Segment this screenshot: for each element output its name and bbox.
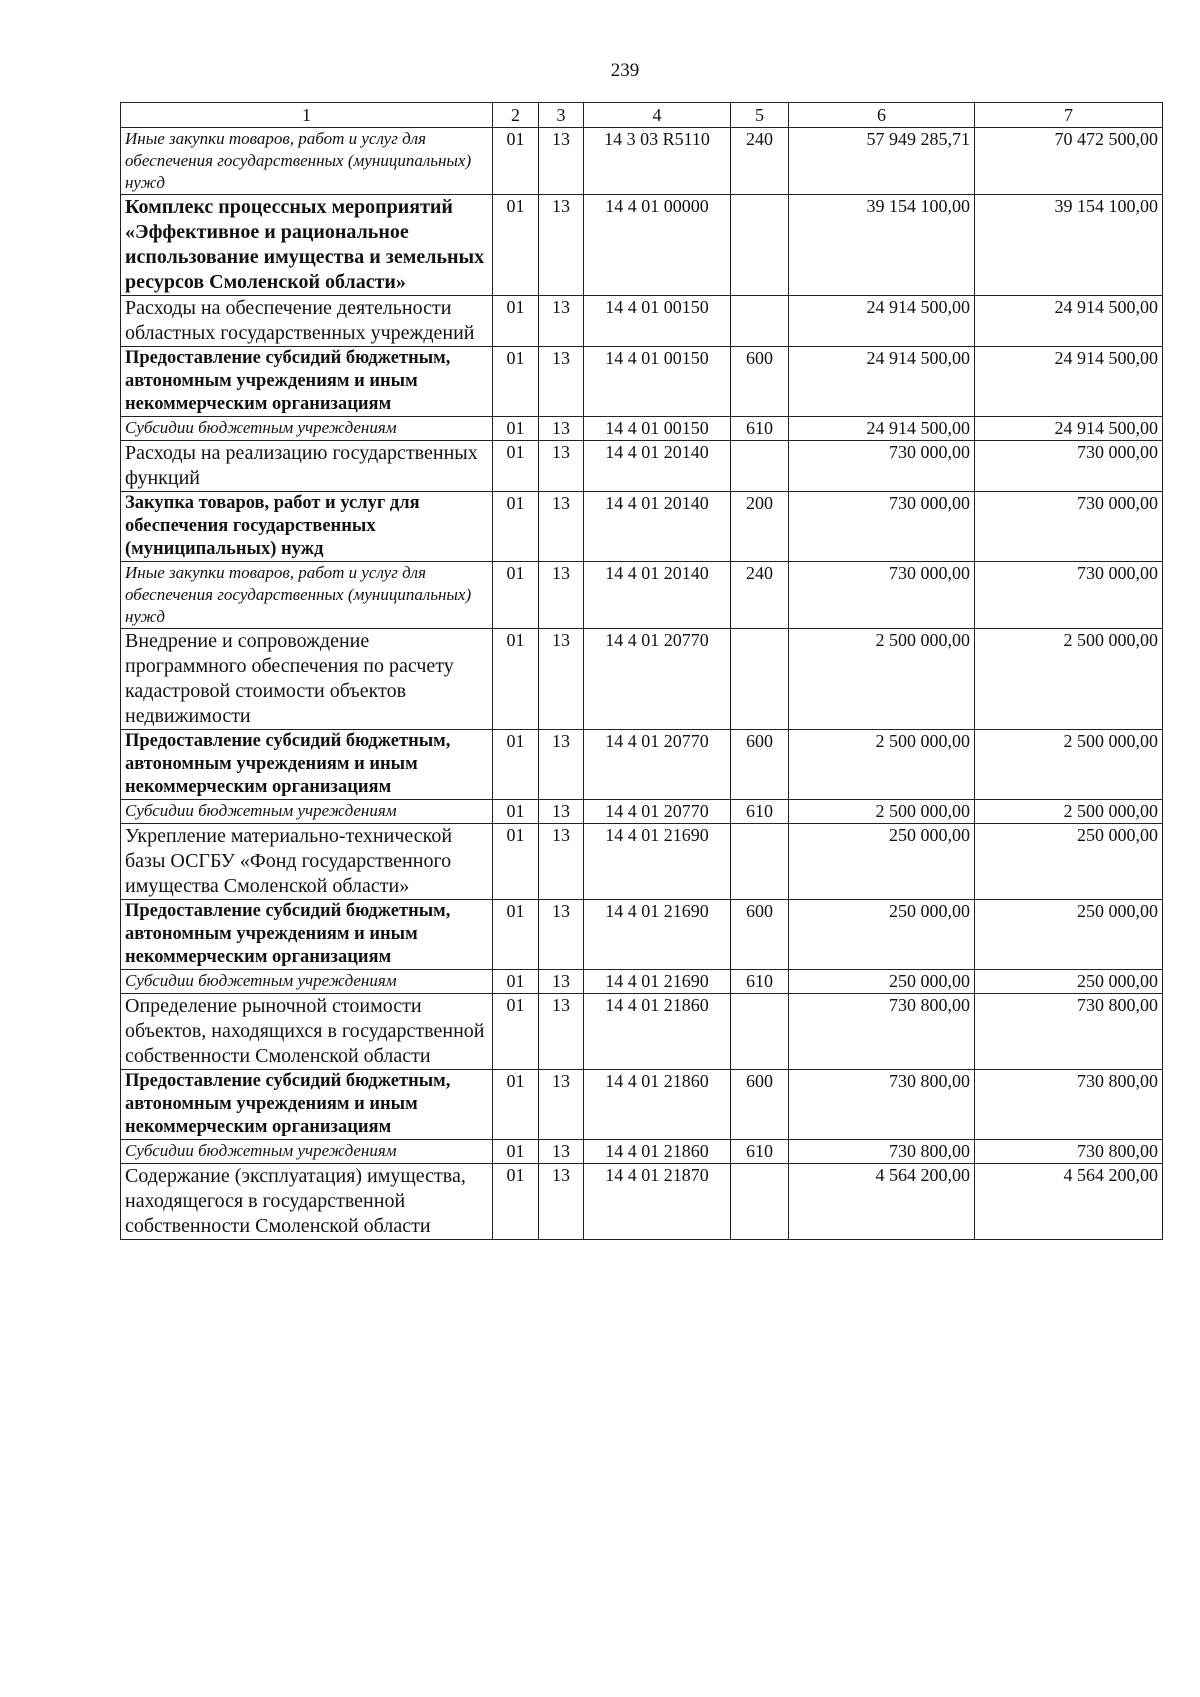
row-sum-year-2: 730 800,00: [975, 1070, 1163, 1140]
row-subsection: 13: [539, 417, 584, 441]
row-target-article: 14 4 01 00000: [584, 195, 731, 296]
row-sum-year-2: 730 000,00: [975, 441, 1163, 492]
row-section: 01: [493, 1164, 539, 1240]
row-subsection: 13: [539, 994, 584, 1070]
row-target-article: 14 4 01 20770: [584, 629, 731, 730]
table-row: [121, 492, 1163, 562]
row-sum-year-1: 57 949 285,71: [789, 128, 975, 195]
row-expense-type: [731, 629, 789, 730]
row-name: Содержание (эксплуатация) имущества, находящегося в государственной собственности Смоленской области: [121, 1164, 493, 1240]
row-target-article: 14 4 01 20140: [584, 562, 731, 629]
row-target-article: 14 4 01 00150: [584, 347, 731, 417]
table-row: [121, 1140, 1163, 1164]
row-name: Субсидии бюджетным учреждениям: [121, 970, 493, 994]
row-subsection: 13: [539, 970, 584, 994]
table-row: [121, 1070, 1163, 1140]
row-target-article: 14 4 01 20770: [584, 800, 731, 824]
table-header-row: [121, 103, 1163, 128]
row-name: Расходы на реализацию государственных функций: [121, 441, 493, 492]
row-subsection: 13: [539, 441, 584, 492]
table-row: [121, 128, 1163, 195]
table-body: [121, 128, 1163, 1240]
row-expense-type: 600: [731, 730, 789, 800]
row-expense-type: 240: [731, 128, 789, 195]
table-row: [121, 195, 1163, 296]
budget-table: [120, 102, 1163, 1240]
row-sum-year-2: 250 000,00: [975, 824, 1163, 900]
row-expense-type: 600: [731, 900, 789, 970]
row-name: Комплекс процессных мероприятий «Эффективное и рациональное использование имущества и земельных ресурсов Смоленской области»: [121, 195, 493, 296]
row-sum-year-2: 4 564 200,00: [975, 1164, 1163, 1240]
row-target-article: 14 4 01 21690: [584, 970, 731, 994]
row-expense-type: 610: [731, 970, 789, 994]
row-section: 01: [493, 800, 539, 824]
row-section: 01: [493, 900, 539, 970]
row-sum-year-1: 2 500 000,00: [789, 800, 975, 824]
row-expense-type: 200: [731, 492, 789, 562]
row-sum-year-2: 24 914 500,00: [975, 296, 1163, 347]
column-header: 6: [789, 103, 975, 128]
row-expense-type: [731, 994, 789, 1070]
row-subsection: 13: [539, 824, 584, 900]
row-name: Иные закупки товаров, работ и услуг для обеспечения государственных (муниципальных) нужд: [121, 562, 493, 629]
row-sum-year-1: 24 914 500,00: [789, 417, 975, 441]
row-section: 01: [493, 730, 539, 800]
row-section: 01: [493, 441, 539, 492]
row-sum-year-1: 250 000,00: [789, 900, 975, 970]
row-sum-year-1: 39 154 100,00: [789, 195, 975, 296]
row-target-article: 14 4 01 21860: [584, 994, 731, 1070]
row-sum-year-2: 2 500 000,00: [975, 629, 1163, 730]
table-row: [121, 824, 1163, 900]
table-row: [121, 296, 1163, 347]
page-number: 239: [610, 60, 640, 81]
row-section: 01: [493, 1070, 539, 1140]
row-target-article: 14 4 01 21690: [584, 824, 731, 900]
row-target-article: 14 4 01 21690: [584, 900, 731, 970]
row-name: Предоставление субсидий бюджетным, автономным учреждениям и иным некоммерческим организациям: [121, 347, 493, 417]
table-row: [121, 900, 1163, 970]
column-header: 3: [539, 103, 584, 128]
row-sum-year-1: 2 500 000,00: [789, 730, 975, 800]
row-target-article: 14 4 01 21860: [584, 1070, 731, 1140]
column-header: 4: [584, 103, 731, 128]
row-target-article: 14 4 01 20770: [584, 730, 731, 800]
row-sum-year-2: 39 154 100,00: [975, 195, 1163, 296]
row-sum-year-2: 730 800,00: [975, 1140, 1163, 1164]
row-subsection: 13: [539, 629, 584, 730]
row-subsection: 13: [539, 1140, 584, 1164]
row-section: 01: [493, 417, 539, 441]
row-sum-year-2: 2 500 000,00: [975, 730, 1163, 800]
table-row: [121, 441, 1163, 492]
row-section: 01: [493, 195, 539, 296]
row-section: 01: [493, 562, 539, 629]
table-row: [121, 1164, 1163, 1240]
row-sum-year-1: 4 564 200,00: [789, 1164, 975, 1240]
row-name: Закупка товаров, работ и услуг для обеспечения государственных (муниципальных) нужд: [121, 492, 493, 562]
row-expense-type: 610: [731, 1140, 789, 1164]
row-subsection: 13: [539, 562, 584, 629]
row-section: 01: [493, 347, 539, 417]
row-expense-type: 600: [731, 347, 789, 417]
row-name: Внедрение и сопровождение программного обеспечения по расчету кадастровой стоимости объектов недвижимости: [121, 629, 493, 730]
row-sum-year-2: 250 000,00: [975, 900, 1163, 970]
row-target-article: 14 4 01 21870: [584, 1164, 731, 1240]
row-sum-year-2: 24 914 500,00: [975, 347, 1163, 417]
column-header: 1: [121, 103, 493, 128]
row-name: Субсидии бюджетным учреждениям: [121, 800, 493, 824]
row-target-article: 14 4 01 21860: [584, 1140, 731, 1164]
row-expense-type: [731, 296, 789, 347]
row-name: Иные закупки товаров, работ и услуг для обеспечения государственных (муниципальных) нужд: [121, 128, 493, 195]
row-expense-type: [731, 824, 789, 900]
row-name: Предоставление субсидий бюджетным, автономным учреждениям и иным некоммерческим организациям: [121, 900, 493, 970]
row-expense-type: [731, 1164, 789, 1240]
row-expense-type: [731, 195, 789, 296]
row-sum-year-1: 730 800,00: [789, 1140, 975, 1164]
row-expense-type: 240: [731, 562, 789, 629]
row-subsection: 13: [539, 195, 584, 296]
row-sum-year-1: 730 000,00: [789, 441, 975, 492]
row-name: Субсидии бюджетным учреждениям: [121, 417, 493, 441]
table-row: [121, 417, 1163, 441]
row-name: Субсидии бюджетным учреждениям: [121, 1140, 493, 1164]
row-section: 01: [493, 629, 539, 730]
column-header: 7: [975, 103, 1163, 128]
row-sum-year-2: 24 914 500,00: [975, 417, 1163, 441]
row-sum-year-1: 24 914 500,00: [789, 296, 975, 347]
row-subsection: 13: [539, 900, 584, 970]
row-sum-year-2: 250 000,00: [975, 970, 1163, 994]
row-section: 01: [493, 970, 539, 994]
row-target-article: 14 4 01 00150: [584, 417, 731, 441]
row-expense-type: 600: [731, 1070, 789, 1140]
row-section: 01: [493, 492, 539, 562]
row-subsection: 13: [539, 347, 584, 417]
row-name: Определение рыночной стоимости объектов, находящихся в государственной собственности Смоленской области: [121, 994, 493, 1070]
table-row: [121, 970, 1163, 994]
table-row: [121, 347, 1163, 417]
row-section: 01: [493, 1140, 539, 1164]
row-section: 01: [493, 824, 539, 900]
row-target-article: 14 4 01 20140: [584, 492, 731, 562]
row-sum-year-2: 2 500 000,00: [975, 800, 1163, 824]
row-expense-type: 610: [731, 800, 789, 824]
row-sum-year-1: 730 000,00: [789, 562, 975, 629]
table-row: [121, 562, 1163, 629]
row-sum-year-2: 730 000,00: [975, 492, 1163, 562]
row-subsection: 13: [539, 492, 584, 562]
column-header: 2: [493, 103, 539, 128]
row-target-article: 14 4 01 20140: [584, 441, 731, 492]
column-header: 5: [731, 103, 789, 128]
row-section: 01: [493, 296, 539, 347]
row-sum-year-2: 730 000,00: [975, 562, 1163, 629]
table-row: [121, 629, 1163, 730]
row-subsection: 13: [539, 730, 584, 800]
row-sum-year-1: 730 800,00: [789, 1070, 975, 1140]
row-subsection: 13: [539, 296, 584, 347]
row-sum-year-1: 250 000,00: [789, 824, 975, 900]
row-expense-type: 610: [731, 417, 789, 441]
row-name: Предоставление субсидий бюджетным, автономным учреждениям и иным некоммерческим организациям: [121, 1070, 493, 1140]
row-name: Предоставление субсидий бюджетным, автономным учреждениям и иным некоммерческим организациям: [121, 730, 493, 800]
row-sum-year-1: 730 000,00: [789, 492, 975, 562]
row-target-article: 14 4 01 00150: [584, 296, 731, 347]
row-sum-year-1: 250 000,00: [789, 970, 975, 994]
table-row: [121, 994, 1163, 1070]
row-section: 01: [493, 128, 539, 195]
table-row: [121, 730, 1163, 800]
row-subsection: 13: [539, 1070, 584, 1140]
table-row: [121, 800, 1163, 824]
row-name: Укрепление материально-технической базы ОСГБУ «Фонд государственного имущества Смоленской области»: [121, 824, 493, 900]
row-sum-year-1: 730 800,00: [789, 994, 975, 1070]
row-sum-year-1: 2 500 000,00: [789, 629, 975, 730]
row-sum-year-2: 70 472 500,00: [975, 128, 1163, 195]
row-section: 01: [493, 994, 539, 1070]
row-subsection: 13: [539, 128, 584, 195]
row-expense-type: [731, 441, 789, 492]
row-target-article: 14 3 03 R5110: [584, 128, 731, 195]
row-subsection: 13: [539, 800, 584, 824]
row-sum-year-2: 730 800,00: [975, 994, 1163, 1070]
row-subsection: 13: [539, 1164, 584, 1240]
row-name: Расходы на обеспечение деятельности областных государственных учреждений: [121, 296, 493, 347]
row-sum-year-1: 24 914 500,00: [789, 347, 975, 417]
